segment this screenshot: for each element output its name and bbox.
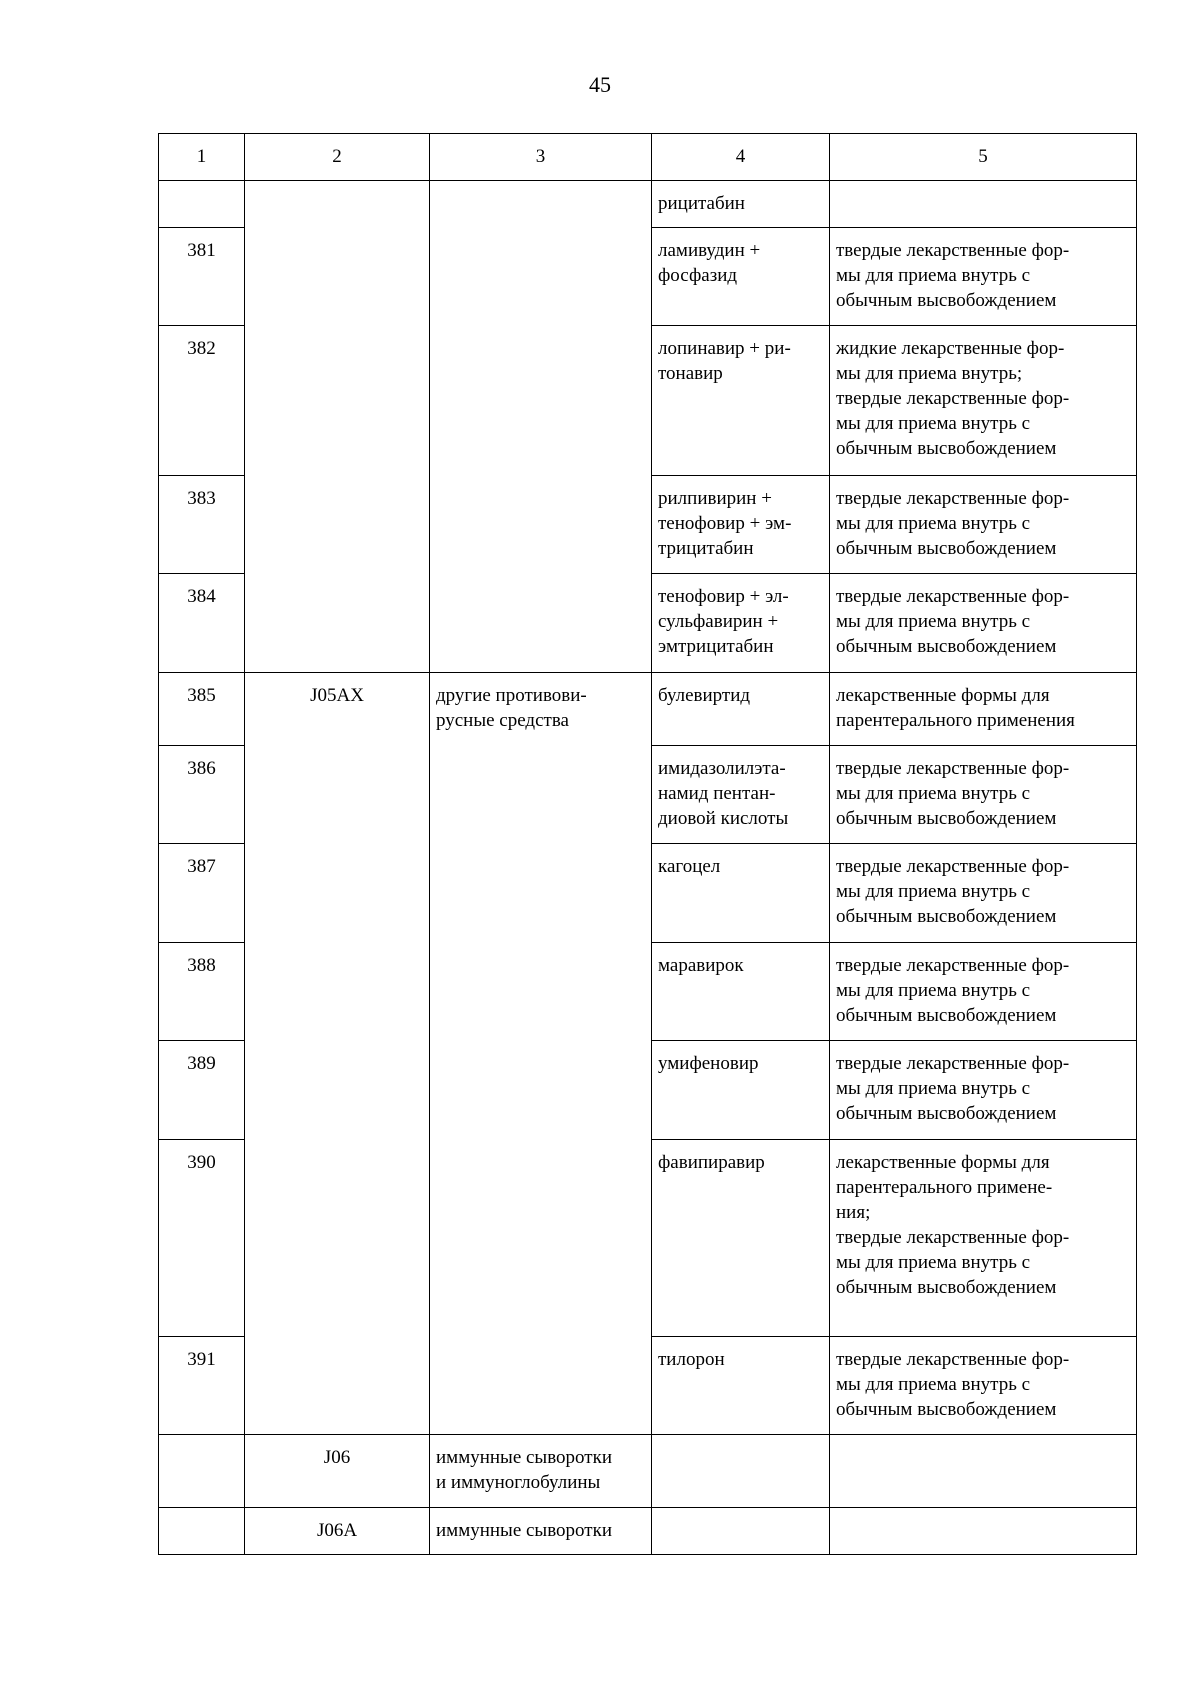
row-number: 387	[159, 844, 245, 943]
dosage-form: твердые лекарственные фор- мы для приема внутрь с обычным высвобождением	[830, 228, 1137, 326]
row-number: 386	[159, 746, 245, 844]
row-number: 381	[159, 228, 245, 326]
atc-code-cell	[245, 181, 430, 673]
row-number: 390	[159, 1140, 245, 1337]
drug-name: ламивудин + фосфазид	[652, 228, 830, 326]
row-number: 385	[159, 673, 245, 746]
dosage-form: лекарственные формы для парентерального примене- ния; твердые лекарственные фор- мы для приема внутрь с обычным высвобождением	[830, 1140, 1137, 1337]
dosage-form: твердые лекарственные фор- мы для приема внутрь с обычным высвобождением	[830, 1041, 1137, 1140]
drug-table	[158, 133, 1137, 1555]
drug-name: лопинавир + ри- тонавир	[652, 326, 830, 476]
atc-group: иммунные сыворотки	[430, 1508, 652, 1555]
row-number: 391	[159, 1337, 245, 1435]
atc-code: J06	[245, 1435, 430, 1508]
drug-name: рицитабин	[652, 181, 830, 228]
drug-name: булевиртид	[652, 673, 830, 746]
table-row	[159, 1435, 1137, 1508]
dosage-form: твердые лекарственные фор- мы для приема внутрь с обычным высвобождением	[830, 746, 1137, 844]
drug-name: имидазолилэта- намид пентан- диовой кислоты	[652, 746, 830, 844]
drug-name	[652, 1435, 830, 1508]
row-number: 384	[159, 574, 245, 673]
dosage-form: твердые лекарственные фор- мы для приема внутрь с обычным высвобождением	[830, 574, 1137, 673]
column-header: 4	[652, 134, 830, 181]
dosage-form	[830, 1508, 1137, 1555]
column-header: 3	[430, 134, 652, 181]
column-header: 1	[159, 134, 245, 181]
atc-code: J06A	[245, 1508, 430, 1555]
dosage-form	[830, 1435, 1137, 1508]
atc-code: J05AX	[245, 673, 430, 1435]
row-number: 382	[159, 326, 245, 476]
drug-name: тенофовир + эл- сульфавирин + эмтрицитабин	[652, 574, 830, 673]
dosage-form: твердые лекарственные фор- мы для приема внутрь с обычным высвобождением	[830, 1337, 1137, 1435]
dosage-form: твердые лекарственные фор- мы для приема внутрь с обычным высвобождением	[830, 476, 1137, 574]
drug-name: фавипиравир	[652, 1140, 830, 1337]
table-row	[159, 673, 1137, 746]
dosage-form: жидкие лекарственные фор- мы для приема внутрь; твердые лекарственные фор- мы для приема внутрь с обычным высвобождением	[830, 326, 1137, 476]
drug-name: кагоцел	[652, 844, 830, 943]
table-row	[159, 181, 1137, 228]
row-number: 383	[159, 476, 245, 574]
column-header: 5	[830, 134, 1137, 181]
row-number: 389	[159, 1041, 245, 1140]
drug-name: рилпивирин + тенофовир + эм- трицитабин	[652, 476, 830, 574]
row-number	[159, 1435, 245, 1508]
dosage-form	[830, 181, 1137, 228]
drug-name: маравирок	[652, 943, 830, 1041]
drug-name: тилорон	[652, 1337, 830, 1435]
atc-group: иммунные сыворотки и иммуноглобулины	[430, 1435, 652, 1508]
table-header-row	[159, 134, 1137, 181]
drug-name: умифеновир	[652, 1041, 830, 1140]
dosage-form: твердые лекарственные фор- мы для приема внутрь с обычным высвобождением	[830, 844, 1137, 943]
atc-group: другие противови- русные средства	[430, 673, 652, 1435]
drug-name	[652, 1508, 830, 1555]
dosage-form: лекарственные формы для парентерального применения	[830, 673, 1137, 746]
table-row	[159, 1508, 1137, 1555]
row-number	[159, 181, 245, 228]
atc-group-cell	[430, 181, 652, 673]
row-number	[159, 1508, 245, 1555]
page-number: 45	[589, 72, 611, 97]
row-number: 388	[159, 943, 245, 1041]
dosage-form: твердые лекарственные фор- мы для приема внутрь с обычным высвобождением	[830, 943, 1137, 1041]
column-header: 2	[245, 134, 430, 181]
